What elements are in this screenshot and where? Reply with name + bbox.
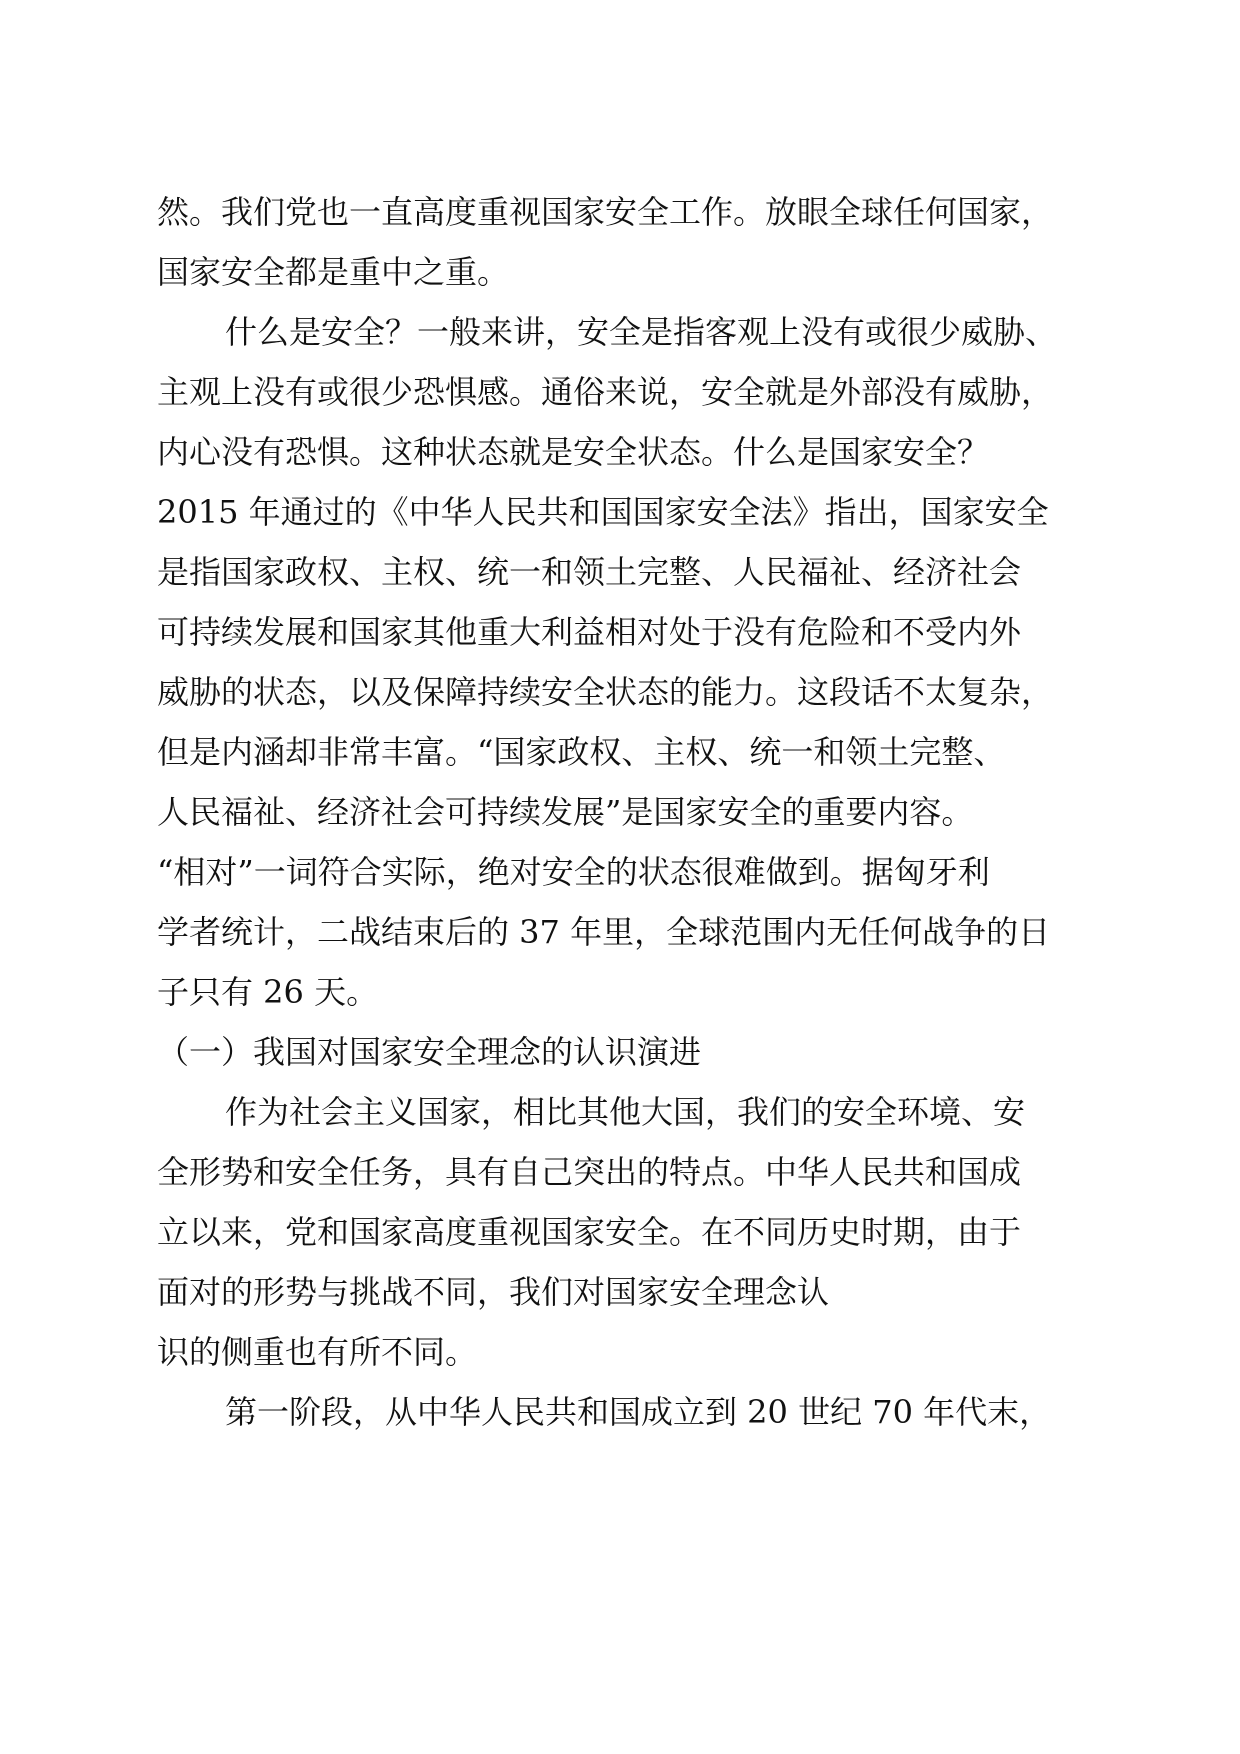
text-line: 但是内涵却非常丰富。“国家政权、主权、统一和领土完整、 [157, 733, 1006, 771]
section-heading: （一）我国对国家安全理念的认识演进 [157, 1033, 702, 1071]
text-line: 2015 年通过的《中华人民共和国国家安全法》指出，国家安全 [157, 493, 1049, 531]
text-line: 可持续发展和国家其他重大利益相对处于没有危险和不受内外 [157, 613, 1022, 651]
text-line: 子只有 26 天。 [157, 973, 379, 1011]
text-line: 第一阶段，从中华人民共和国成立到 20 世纪 70 年代末， [225, 1393, 1052, 1431]
text-line: 立以来，党和国家高度重视国家安全。在不同历史时期，由于 [157, 1213, 1022, 1251]
text-line: 国家安全都是重中之重。 [157, 253, 510, 291]
text-line: 内心没有恐惧。这种状态就是安全状态。什么是国家安全？ [157, 433, 990, 471]
text-line: 主观上没有或很少恐惧感。通俗来说，安全就是外部没有威胁， [157, 373, 1054, 411]
text-line: 什么是安全？一般来讲，安全是指客观上没有或很少威胁、 [225, 313, 1058, 351]
text-line: 是指国家政权、主权、统一和领土完整、人民福祉、经济社会 [157, 553, 1022, 591]
text-line: 全形势和安全任务，具有自己突出的特点。中华人民共和国成 [157, 1153, 1022, 1191]
body-text [157, 182, 1087, 1442]
text-line: 面对的形势与挑战不同，我们对国家安全理念认 [157, 1273, 830, 1311]
text-line: 然。我们党也一直高度重视国家安全工作。放眼全球任何国家， [157, 193, 1054, 231]
text-line: 作为社会主义国家，相比其他大国，我们的安全环境、安 [225, 1093, 1026, 1131]
text-line: 人民福祉、经济社会可持续发展”是国家安全的重要内容。 [157, 793, 974, 831]
text-line: “相对”一词符合实际，绝对安全的状态很难做到。据匈牙利 [157, 853, 990, 891]
text-line: 学者统计，二战结束后的 37 年里，全球范围内无任何战争的日 [157, 913, 1051, 951]
text-line: 识的侧重也有所不同。 [157, 1333, 478, 1371]
text-line: 威胁的状态，以及保障持续安全状态的能力。这段话不太复杂， [157, 673, 1054, 711]
